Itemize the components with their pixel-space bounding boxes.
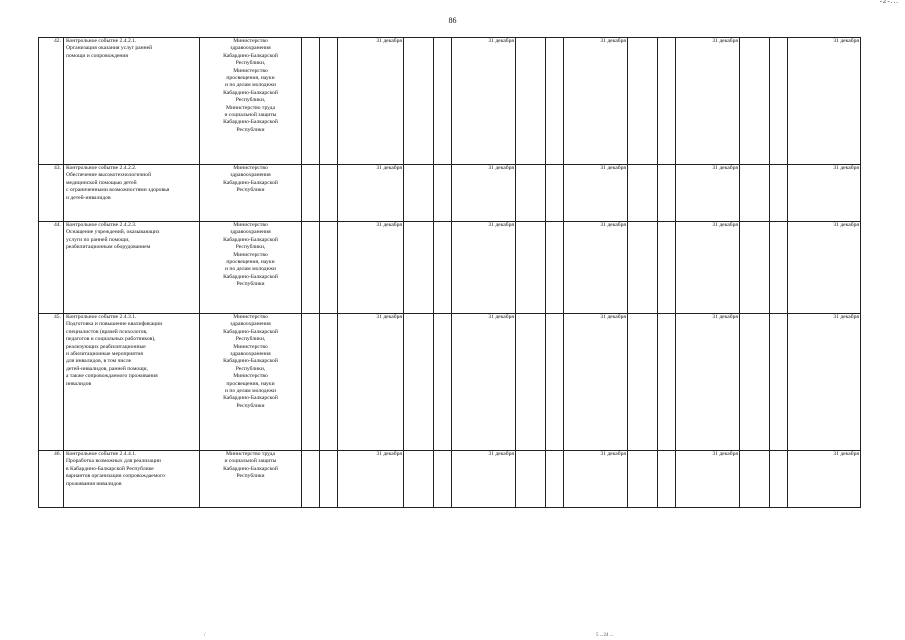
responsible-line: Министерство — [233, 373, 268, 380]
deadline-date: 31 декабря — [452, 222, 516, 314]
event-line: Контрольное событие 2.4.2.3. — [66, 222, 137, 228]
deadline-date: 31 декабря — [452, 38, 516, 165]
responsible-line: Министерство труда — [226, 451, 275, 457]
empty-cell — [628, 38, 658, 165]
responsible-line: Министерство — [233, 314, 268, 320]
empty-cell — [302, 451, 320, 508]
empty-cell — [516, 314, 546, 451]
responsible-line: здравоохранения — [230, 351, 271, 358]
event-line: специалистов (врачей психологов, — [66, 328, 148, 335]
empty-cell — [770, 314, 788, 451]
event-line: услуги по ранней помощи, — [66, 236, 130, 243]
empty-cell — [770, 38, 788, 165]
deadline-date: 31 декабря — [788, 38, 861, 165]
responsible-line: просвещения, науки — [226, 75, 275, 82]
event-line: Оснащение учреждений, оказывающих — [66, 229, 160, 236]
responsible-line: здравоохранения — [230, 45, 271, 52]
event-line: а также сопровождаемого проживания — [66, 373, 158, 380]
event-line: медицинской помощью детей — [66, 179, 137, 186]
empty-cell — [628, 222, 658, 314]
event-line: для инвалидов, в том числе — [66, 358, 132, 365]
event-line: с ограниченными возможностями здоровья — [66, 187, 170, 194]
event-line: в Кабардино-Балкарской Республике — [66, 465, 154, 472]
empty-cell — [628, 451, 658, 508]
responsible-line: Кабардино-Балкарской — [223, 465, 278, 472]
empty-cell — [658, 314, 676, 451]
deadline-date: 31 декабря — [338, 222, 404, 314]
responsible-line: Министерство — [233, 343, 268, 350]
event-line: Контрольное событие 2.4.3.1. — [66, 314, 137, 320]
responsible-line: Республики — [236, 473, 265, 480]
empty-cell — [320, 165, 338, 222]
responsible-line: Министерство — [233, 251, 268, 258]
empty-cell — [770, 165, 788, 222]
responsible-line: Кабардино-Балкарской — [223, 52, 278, 59]
empty-cell — [658, 165, 676, 222]
responsible-line: Кабардино-Балкарской — [223, 236, 278, 243]
deadline-date: 31 декабря — [564, 222, 628, 314]
event-description — [64, 451, 200, 508]
responsible-line: и социальной защиты — [224, 458, 277, 465]
event-line: проживания инвалидов — [66, 480, 122, 487]
empty-cell — [740, 38, 770, 165]
responsible-executor — [200, 38, 302, 165]
empty-cell — [658, 38, 676, 165]
responsible-line: и по делам молодежи — [225, 388, 276, 395]
event-line: инвалидов — [66, 380, 92, 387]
responsible-line: Республики — [236, 281, 265, 288]
responsible-line: и по делам молодежи — [225, 82, 276, 89]
event-line: Контрольное событие 2.4.4.1. — [66, 451, 137, 457]
deadline-date: 31 декабря — [564, 451, 628, 508]
empty-cell — [434, 222, 452, 314]
table-row — [39, 451, 861, 508]
responsible-line: Министерство труда — [226, 104, 275, 111]
empty-cell — [546, 222, 564, 314]
event-line: помощи и сопровождения — [66, 52, 128, 59]
empty-cell — [516, 165, 546, 222]
responsible-line: просвещения, науки — [226, 259, 275, 266]
empty-cell — [404, 165, 434, 222]
empty-cell — [434, 314, 452, 451]
deadline-date: 31 декабря — [788, 314, 861, 451]
responsible-executor — [200, 165, 302, 222]
responsible-line: Кабардино-Балкарской — [223, 119, 278, 126]
responsible-line: Министерство — [233, 67, 268, 74]
responsible-line: Министерство — [233, 222, 268, 228]
deadline-date: 31 декабря — [788, 165, 861, 222]
empty-cell — [740, 314, 770, 451]
empty-cell — [516, 38, 546, 165]
empty-cell — [404, 451, 434, 508]
deadline-date: 31 декабря — [676, 314, 740, 451]
page-number: 86 — [448, 16, 457, 25]
responsible-line: и социальной защиты — [224, 112, 277, 119]
responsible-line: Кабардино-Балкарской — [223, 395, 278, 402]
empty-cell — [546, 314, 564, 451]
deadline-date: 31 декабря — [676, 222, 740, 314]
responsible-line: Кабардино-Балкарской — [223, 89, 278, 96]
event-line: Контрольное событие 2.4.2.2. — [66, 165, 137, 171]
deadline-date: 31 декабря — [564, 165, 628, 222]
responsible-line: Министерство — [233, 165, 268, 171]
table-row — [39, 222, 861, 314]
row-number: 43. — [39, 165, 64, 222]
deadline-date: 31 декабря — [564, 38, 628, 165]
responsible-executor — [200, 314, 302, 451]
empty-cell — [302, 314, 320, 451]
bottom-mark-right: 5 ...24 ... — [596, 633, 614, 638]
empty-cell — [770, 451, 788, 508]
responsible-line: Республики, — [235, 365, 266, 372]
event-line: и абилитационные мероприятия — [66, 351, 143, 358]
empty-cell — [404, 222, 434, 314]
responsible-line: Министерство — [233, 38, 268, 44]
responsible-line: Кабардино-Балкарской — [223, 358, 278, 365]
empty-cell — [404, 314, 434, 451]
event-line: Подготовка и повышение квалификации — [66, 321, 163, 328]
schedule-table — [38, 37, 861, 508]
event-line: Организация оказания услуг ранней — [66, 45, 153, 52]
empty-cell — [740, 165, 770, 222]
event-line: Проработка возможных для реализации — [66, 458, 161, 465]
corner-mark: -2-... — [879, 0, 899, 5]
responsible-executor — [200, 451, 302, 508]
event-description — [64, 314, 200, 451]
deadline-date: 31 декабря — [788, 451, 861, 508]
responsible-line: Республики, — [235, 97, 266, 104]
event-line: Контрольное событие 2.4.2.1. — [66, 38, 137, 44]
responsible-line: Республики — [236, 126, 265, 133]
deadline-date: 31 декабря — [676, 451, 740, 508]
deadline-date: 31 декабря — [452, 165, 516, 222]
event-line: реабилитационным оборудованием — [66, 244, 151, 251]
event-line: реализующих реабилитационные — [66, 343, 146, 350]
deadline-date: 31 декабря — [338, 38, 404, 165]
event-line: педагогов и социальных работников), — [66, 336, 156, 343]
table-row — [39, 314, 861, 451]
empty-cell — [434, 165, 452, 222]
empty-cell — [434, 451, 452, 508]
empty-cell — [658, 222, 676, 314]
empty-cell — [658, 451, 676, 508]
deadline-date: 31 декабря — [788, 222, 861, 314]
deadline-date: 31 декабря — [676, 38, 740, 165]
empty-cell — [546, 165, 564, 222]
empty-cell — [740, 451, 770, 508]
empty-cell — [770, 222, 788, 314]
deadline-date: 31 декабря — [452, 451, 516, 508]
bottom-mark-left: / — [204, 633, 206, 638]
responsible-line: Республики — [236, 402, 265, 409]
responsible-line: Республики — [236, 187, 265, 194]
table-row — [39, 165, 861, 222]
empty-cell — [628, 165, 658, 222]
empty-cell — [302, 38, 320, 165]
deadline-date: 31 декабря — [452, 314, 516, 451]
responsible-line: здравоохранения — [230, 229, 271, 236]
deadline-date: 31 декабря — [338, 314, 404, 451]
deadline-date: 31 декабря — [676, 165, 740, 222]
row-number: 46. — [39, 451, 64, 508]
event-line: и детей-инвалидов — [66, 194, 111, 201]
empty-cell — [320, 222, 338, 314]
row-number: 45. — [39, 314, 64, 451]
responsible-line: и по делам молодежи — [225, 266, 276, 273]
empty-cell — [546, 38, 564, 165]
responsible-line: Кабардино-Балкарской — [223, 328, 278, 335]
empty-cell — [302, 222, 320, 314]
responsible-line: Кабардино-Балкарской — [223, 273, 278, 280]
empty-cell — [516, 222, 546, 314]
empty-cell — [302, 165, 320, 222]
event-description — [64, 165, 200, 222]
empty-cell — [320, 38, 338, 165]
event-description — [64, 38, 200, 165]
deadline-date: 31 декабря — [338, 165, 404, 222]
responsible-line: здравоохранения — [230, 172, 271, 179]
deadline-date: 31 декабря — [338, 451, 404, 508]
deadline-date: 31 декабря — [564, 314, 628, 451]
responsible-line: здравоохранения — [230, 321, 271, 328]
row-number: 44. — [39, 222, 64, 314]
empty-cell — [320, 451, 338, 508]
empty-cell — [546, 451, 564, 508]
empty-cell — [434, 38, 452, 165]
event-line: Обеспечение высокотехнологичной — [66, 172, 152, 179]
responsible-line: Республики, — [235, 244, 266, 251]
responsible-executor — [200, 222, 302, 314]
empty-cell — [404, 38, 434, 165]
event-line: детей-инвалидов, ранней помощи, — [66, 365, 148, 372]
responsible-line: просвещения, науки — [226, 380, 275, 387]
table-row — [39, 38, 861, 165]
empty-cell — [740, 222, 770, 314]
row-number: 42. — [39, 38, 64, 165]
empty-cell — [320, 314, 338, 451]
empty-cell — [516, 451, 546, 508]
event-description — [64, 222, 200, 314]
responsible-line: Республики, — [235, 336, 266, 343]
responsible-line: Кабардино-Балкарской — [223, 179, 278, 186]
responsible-line: Республики, — [235, 60, 266, 67]
empty-cell — [628, 314, 658, 451]
event-line: вариантов организации сопровождаемого — [66, 473, 166, 480]
